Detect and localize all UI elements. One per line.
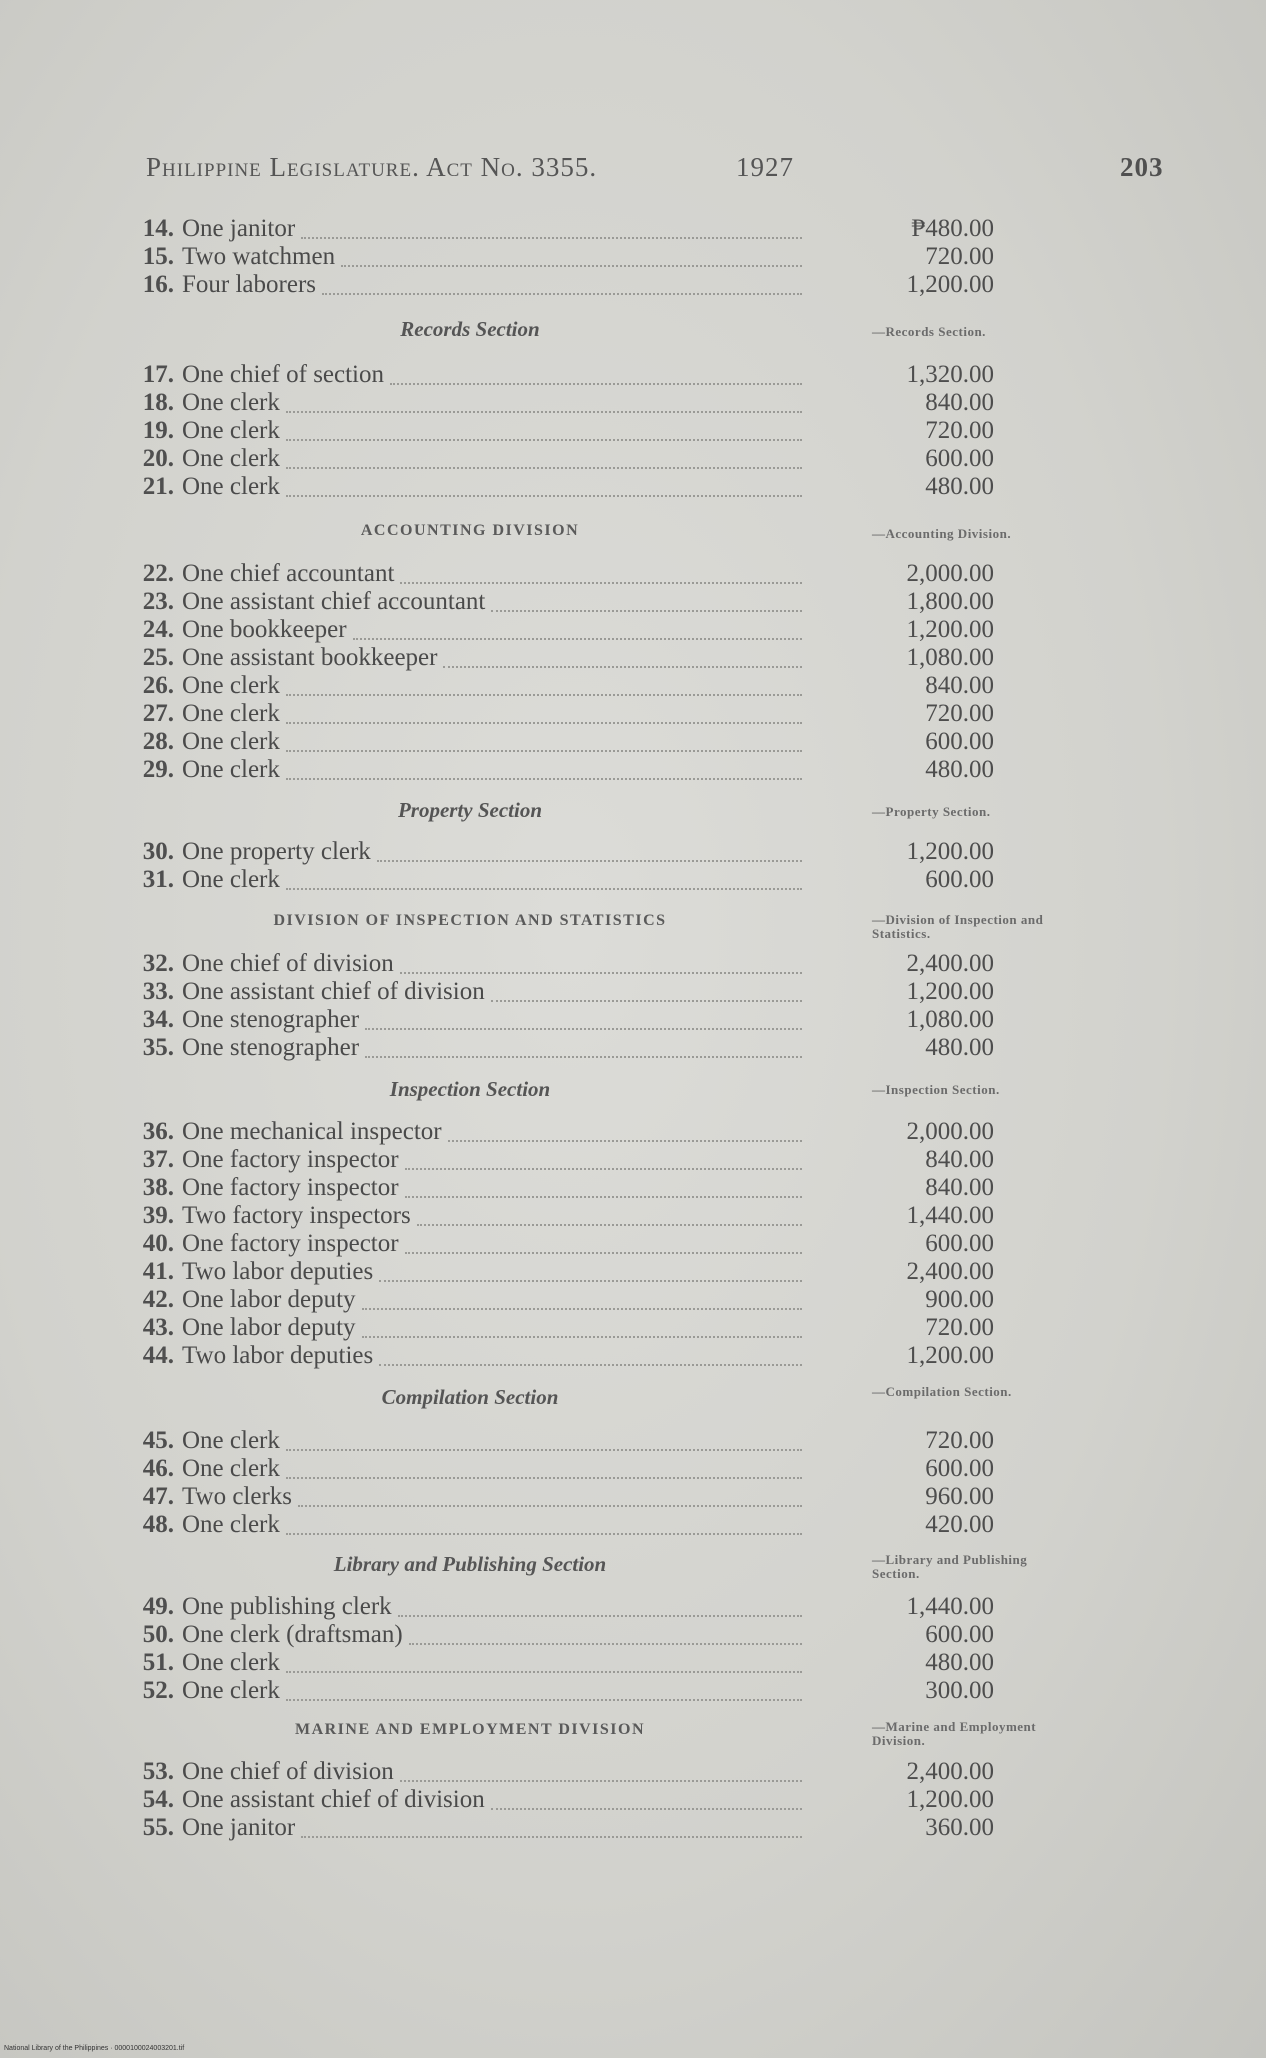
- list-item: 55. One janitor 360.00: [128, 1814, 868, 1842]
- list-item: 14. One janitor ₱480.00: [128, 215, 868, 243]
- list-item: 37. One factory inspector 840.00: [128, 1146, 868, 1174]
- list-item: 44. Two labor deputies 1,200.00: [128, 1342, 868, 1370]
- section-heading: MARINE AND EMPLOYMENT DIVISION: [294, 1721, 646, 1738]
- list-item: 50. One clerk (draftsman) 600.00: [128, 1621, 868, 1649]
- list-item: 31. One clerk 600.00: [128, 866, 868, 894]
- scan-footer: National Library of the Philippines · 0000100024003201.tif: [4, 2045, 185, 2052]
- list-item: 23. One assistant chief accountant 1,800.00: [128, 588, 868, 616]
- list-item: 40. One factory inspector 600.00: [128, 1230, 868, 1258]
- list-item: 51. One clerk 480.00: [128, 1649, 868, 1677]
- list-item: 22. One chief accountant 2,000.00: [128, 560, 868, 588]
- list-item: 17. One chief of section 1,320.00: [128, 361, 868, 389]
- list-item: 39. Two factory inspectors 1,440.00: [128, 1202, 868, 1230]
- header-year: 1927: [736, 152, 794, 182]
- section-heading: Inspection Section: [389, 1077, 551, 1101]
- list-item: 28. One clerk 600.00: [128, 728, 868, 756]
- list-item: 45. One clerk 720.00: [128, 1427, 868, 1455]
- margin-note: —Accounting Division.: [872, 526, 1012, 541]
- section-heading: Property Section: [397, 798, 543, 822]
- running-title: Philippine Legislature. Act No. 3355.: [146, 152, 598, 182]
- list-item: 16. Four laborers 1,200.00: [128, 271, 868, 299]
- page-number: 203: [1120, 152, 1164, 182]
- list-item: 38. One factory inspector 840.00: [128, 1174, 868, 1202]
- margin-note: —Property Section.: [872, 804, 991, 819]
- list-item: 25. One assistant bookkeeper 1,080.00: [128, 644, 868, 672]
- list-item: 34. One stenographer 1,080.00: [128, 1006, 868, 1034]
- list-item: 53. One chief of division 2,400.00: [128, 1758, 868, 1786]
- margin-note: —Division of Inspection and Statistics.: [872, 912, 1044, 941]
- list-item: 19. One clerk 720.00: [128, 417, 868, 445]
- list-item: 49. One publishing clerk 1,440.00: [128, 1593, 868, 1621]
- section-heading: Library and Publishing Section: [333, 1552, 607, 1576]
- section-heading: ACCOUNTING DIVISION: [360, 522, 580, 539]
- margin-note: —Library and Publishing Section.: [872, 1552, 1028, 1581]
- list-item: 15. Two watchmen 720.00: [128, 243, 868, 271]
- section-heading: Records Section: [400, 317, 540, 341]
- section-heading: Compilation Section: [381, 1385, 559, 1409]
- list-item: 36. One mechanical inspector 2,000.00: [128, 1118, 868, 1146]
- list-item: 32. One chief of division 2,400.00: [128, 950, 868, 978]
- margin-note: —Records Section.: [872, 324, 986, 339]
- margin-note: —Marine and Employment Division.: [872, 1719, 1037, 1748]
- list-item: 46. One clerk 600.00: [128, 1455, 868, 1483]
- list-item: 20. One clerk 600.00: [128, 445, 868, 473]
- list-item: 52. One clerk 300.00: [128, 1677, 868, 1705]
- list-item: 30. One property clerk 1,200.00: [128, 838, 868, 866]
- list-item: 41. Two labor deputies 2,400.00: [128, 1258, 868, 1286]
- list-item: 24. One bookkeeper 1,200.00: [128, 616, 868, 644]
- list-item: 29. One clerk 480.00: [128, 756, 868, 784]
- list-item: 33. One assistant chief of division 1,200.00: [128, 978, 868, 1006]
- list-item: 26. One clerk 840.00: [128, 672, 868, 700]
- list-item: 47. Two clerks 960.00: [128, 1483, 868, 1511]
- section-heading: DIVISION OF INSPECTION AND STATISTICS: [273, 912, 667, 929]
- margin-note: —Compilation Section.: [872, 1384, 1012, 1399]
- list-item: 27. One clerk 720.00: [128, 700, 868, 728]
- list-item: 35. One stenographer 480.00: [128, 1034, 868, 1062]
- list-item: 54. One assistant chief of division 1,200.00: [128, 1786, 868, 1814]
- list-item: 43. One labor deputy 720.00: [128, 1314, 868, 1342]
- list-item: 42. One labor deputy 900.00: [128, 1286, 868, 1314]
- page-header: [146, 152, 1166, 192]
- list-item: 21. One clerk 480.00: [128, 473, 868, 501]
- list-item: 18. One clerk 840.00: [128, 389, 868, 417]
- list-item: 48. One clerk 420.00: [128, 1511, 868, 1539]
- margin-note: —Inspection Section.: [872, 1082, 1000, 1097]
